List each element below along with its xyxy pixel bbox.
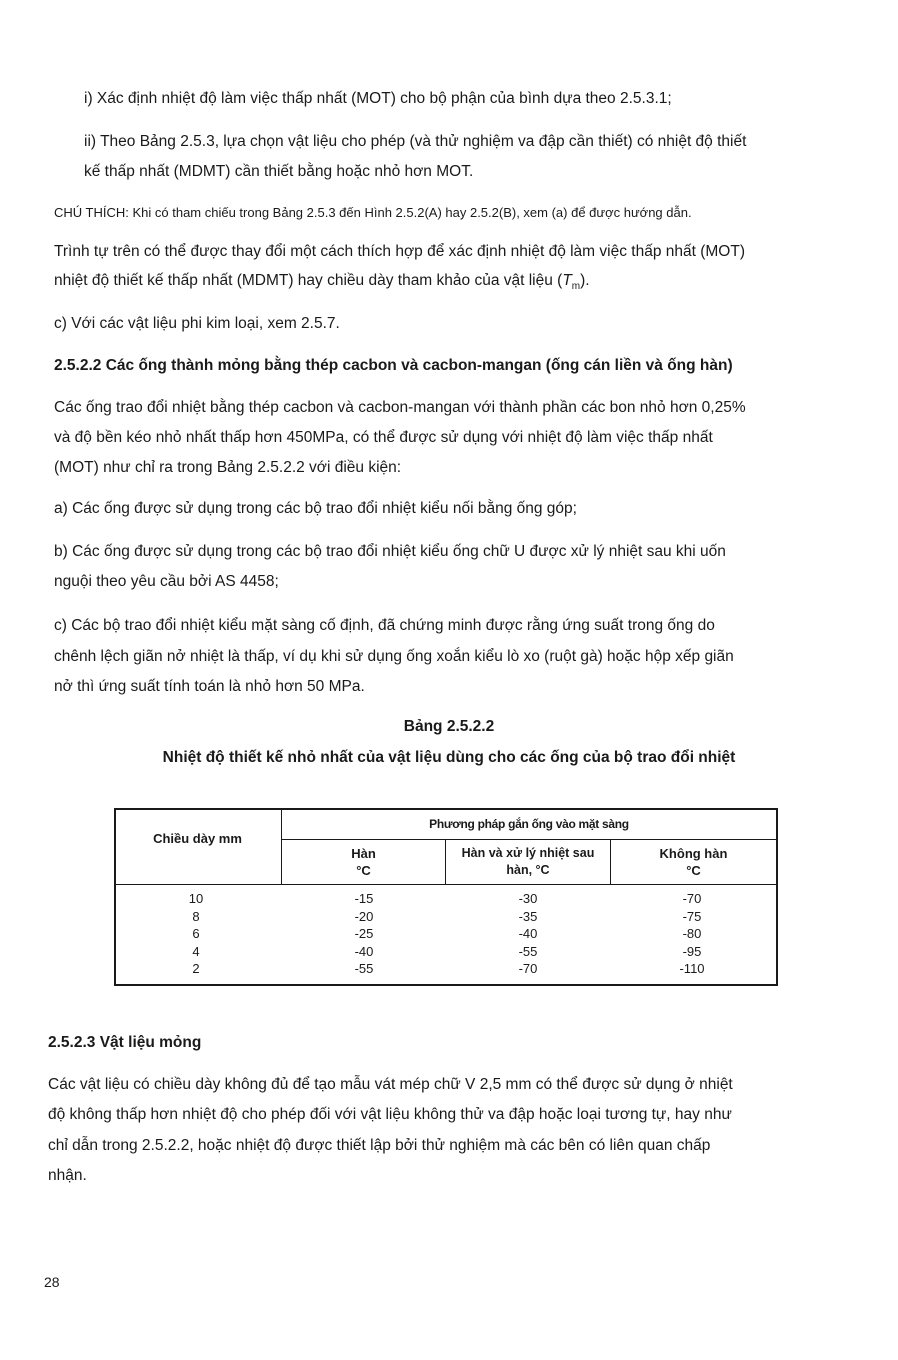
temperature-table: [114, 808, 778, 986]
table-title: Nhiệt độ thiết kế nhỏ nhất của vật liệu dùng cho các ống của bộ trao đổi nhiệt: [162, 749, 736, 766]
heading-2522: 2.5.2.2 Các ống thành mỏng bằng thép cacbon và cacbon-mangan (ống cán liền và ống hàn): [54, 357, 733, 374]
header-col-han-xlns-line1: Hàn và xử lý nhiệt sau: [461, 846, 595, 860]
s2522-intro-line3: (MOT) như chỉ ra trong Bảng 2.5.2.2 với điều kiện:: [54, 459, 402, 476]
s2522-intro-line2: và độ bền kéo nhỏ nhất thấp hơn 450MPa, có thể được sử dụng với nhiệt độ làm việc thấp nhất: [54, 429, 713, 446]
table-cell: 2: [192, 961, 200, 976]
symbol-t: T: [562, 272, 572, 289]
para1-line1: Trình tự trên có thể được thay đổi một cách thích hợp để xác định nhiệt độ làm việc thấp nhất (MOT): [54, 243, 745, 260]
table-cell: -80: [682, 926, 702, 941]
symbol-t-sub: m: [571, 281, 581, 293]
table-cell: -40: [354, 943, 374, 959]
header-col-khong-han: [611, 845, 776, 879]
s2522-item-c-line1: c) Các bộ trao đổi nhiệt kiểu mặt sàng cố định, đã chứng minh được rằng ứng suất trong ống do: [54, 617, 715, 634]
header-col-khong-han-line1: Không hàn: [659, 846, 728, 861]
table-border-bottom: [114, 984, 778, 986]
s2522-intro-line1: Các ống trao đổi nhiệt bằng thép cacbon và cacbon-mangan với thành phần các bon nhỏ hơn 0,25%: [54, 399, 746, 416]
table-header-bottom: [114, 884, 778, 885]
table-border-right: [776, 808, 778, 985]
header-col-han-xlns: [446, 845, 610, 879]
table-divider-method: [281, 839, 777, 840]
para1-line2-prefix: nhiệt độ thiết kế thấp nhất (MDMT) hay chiều dày tham khảo của vật liệu (: [54, 272, 563, 289]
table-cell: -110: [679, 961, 705, 976]
table-border-top: [114, 808, 778, 810]
col-han-xlns-values: [498, 890, 558, 978]
table-cell: 4: [192, 943, 200, 959]
table-cell: -25: [354, 926, 374, 941]
para1-line2: [54, 269, 590, 299]
table-cell: -70: [518, 961, 538, 976]
heading-2523: 2.5.2.3 Vật liệu mỏng: [48, 1034, 202, 1051]
table-cell: -20: [354, 908, 374, 924]
note-chu-thich: CHÚ THÍCH: Khi có tham chiếu trong Bảng 2.5.3 đến Hình 2.5.2(A) hay 2.5.2(B), xem (a) để được hướng dẫn.: [54, 205, 692, 220]
col-han-values: [334, 890, 394, 978]
header-method: Phương pháp gắn ống vào mặt sàng: [429, 817, 629, 831]
item-c-nonmetal: c) Với các vật liệu phi kim loại, xem 2.5.7.: [54, 315, 340, 332]
item-ii-line2: kế thấp nhất (MDMT) cần thiết bằng hoặc nhỏ hơn MOT.: [84, 163, 474, 180]
header-col-han-xlns-line2: hàn, °C: [506, 863, 550, 877]
table-cell: -30: [518, 891, 538, 906]
item-ii-line1: ii) Theo Bảng 2.5.3, lựa chọn vật liệu cho phép (và thử nghiệm va đập cần thiết) có nhiệt độ thiết: [84, 133, 747, 150]
header-col-han: [282, 845, 445, 879]
header-col-han-line1: Hàn: [351, 846, 376, 861]
table-cell: 6: [192, 926, 200, 941]
table-cell: -15: [354, 891, 374, 906]
s2523-line4: nhận.: [48, 1167, 87, 1184]
s2523-line1: Các vật liệu có chiều dày không đủ để tạo mẫu vát mép chữ V 2,5 mm có thể được sử dụng ở nhiệt: [48, 1076, 733, 1093]
s2522-item-b-line2: nguội theo yêu cầu bởi AS 4458;: [54, 573, 279, 590]
table-cell: -55: [354, 961, 374, 976]
table-cell: -70: [682, 891, 702, 906]
table-label: Bảng 2.5.2.2: [403, 718, 495, 735]
table-cell: 8: [192, 908, 200, 924]
item-i: i) Xác định nhiệt độ làm việc thấp nhất (MOT) cho bộ phận của bình dựa theo 2.5.3.1;: [84, 90, 672, 107]
s2523-line2: độ không thấp hơn nhiệt độ cho phép đối với vật liệu không thử va đập hoặc loại tương tự, hay như: [48, 1106, 732, 1123]
col-thickness-values: [169, 890, 223, 978]
para1-line2-suffix: ).: [580, 272, 590, 289]
s2522-item-a: a) Các ống được sử dụng trong các bộ trao đổi nhiệt kiểu nối bằng ống góp;: [54, 500, 577, 517]
header-thickness: Chiều dày mm: [153, 831, 242, 846]
table-cell: 10: [188, 891, 204, 906]
table-cell: -75: [682, 908, 702, 924]
col-khong-han-values: [662, 890, 722, 978]
header-col-khong-han-line2: °C: [686, 863, 701, 878]
table-cell: -40: [518, 926, 538, 941]
page-number: 28: [44, 1274, 60, 1290]
s2523-line3: chỉ dẫn trong 2.5.2.2, hoặc nhiệt độ được thiết lập bởi thử nghiệm mà các bên có liên quan chấp: [48, 1137, 711, 1154]
table-cell: -95: [682, 943, 702, 959]
s2522-item-c-line2: chênh lệch giãn nở nhiệt là thấp, ví dụ khi sử dụng ống xoắn kiểu lò xo (ruột gà) hoặc hộp xếp giãn: [54, 648, 734, 665]
s2522-item-b-line1: b) Các ống được sử dụng trong các bộ trao đổi nhiệt kiểu ống chữ U được xử lý nhiệt sau khi uốn: [54, 543, 726, 560]
header-col-han-line2: °C: [356, 863, 371, 878]
table-cell: -55: [518, 943, 538, 959]
table-cell: -35: [518, 908, 538, 924]
s2522-item-c-line3: nở thì ứng suất tính toán là nhỏ hơn 50 MPa.: [54, 678, 365, 695]
